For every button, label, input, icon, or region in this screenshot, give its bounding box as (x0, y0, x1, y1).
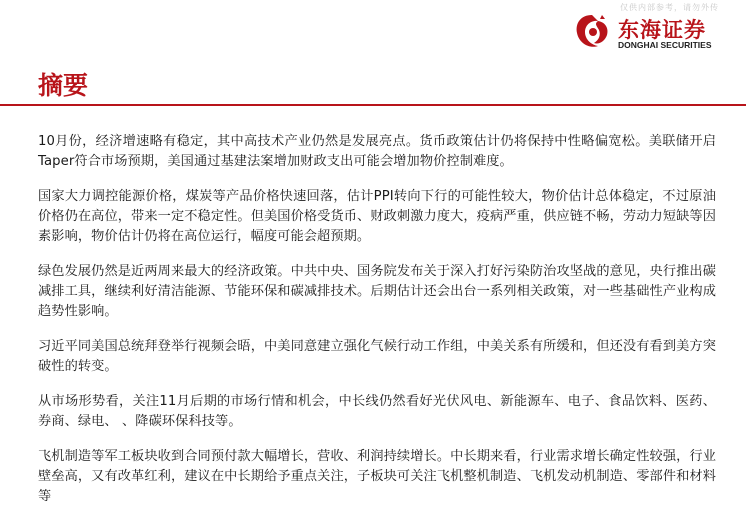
summary-body (38, 132, 716, 522)
brand-name-cn: 东海证券 (618, 18, 706, 42)
paragraph-china-us: 习近平同美国总统拜登举行视频会晤，中美同意建立强化气候行动工作组，中美关系有所缓和，但还没有看到美方突破性的转变。 (38, 339, 716, 374)
paragraph-market: 从市场形势看，关注11月后期的市场行情和机会，中长线仍然看好光伏风电、新能源车、电子、食品饮料、医药、券商、绿电、 、降碳环保科技等。 (38, 394, 716, 429)
brand-logo (572, 12, 732, 52)
dragon-logo-icon (572, 12, 612, 52)
watermark-text: 仅供内部参考，请勿外传 (620, 3, 719, 12)
brand-name-en: DONGHAI SECURITIES (618, 40, 712, 50)
paragraph-prices: 国家大力调控能源价格，煤炭等产品价格快速回落，估计PPI转向下行的可能性较大，物价估计总体稳定，不过原油价格仍在高位，带来一定不稳定性。但美国价格受货币、财政刺激力度大，疫病严重，供应链不畅，劳动力短缺等因素影响，物价估计仍将在高位运行，幅度可能会超预期。 (38, 189, 716, 244)
paragraph-economy: 10月份，经济增速略有稳定，其中高技术产业仍然是发展亮点。货币政策估计仍将保持中性略偏宽松。美联储开启Taper符合市场预期，美国通过基建法案增加财政支出可能会增加物价控制难度。 (38, 134, 716, 169)
title-divider (0, 104, 746, 106)
page-title: 摘要 (38, 71, 89, 100)
paragraph-green-policy: 绿色发展仍然是近两周来最大的经济政策。中共中央、国务院发布关于深入打好污染防治攻坚战的意见，央行推出碳减排工具，继续利好清洁能源、节能环保和碳减排技术。后期估计还会出台一系列相关政策，对一些基础性产业构成趋势性影响。 (38, 264, 716, 319)
paragraph-aircraft: 飞机制造等军工板块收到合同预付款大幅增长，营收、利润持续增长。中长期来看，行业需求增长确定性较强，行业壁垒高，又有改革红利，建议在中长期给予重点关注，子板块可关注飞机整机制造、飞机发动机制造、零部件和材料等 (38, 449, 716, 504)
